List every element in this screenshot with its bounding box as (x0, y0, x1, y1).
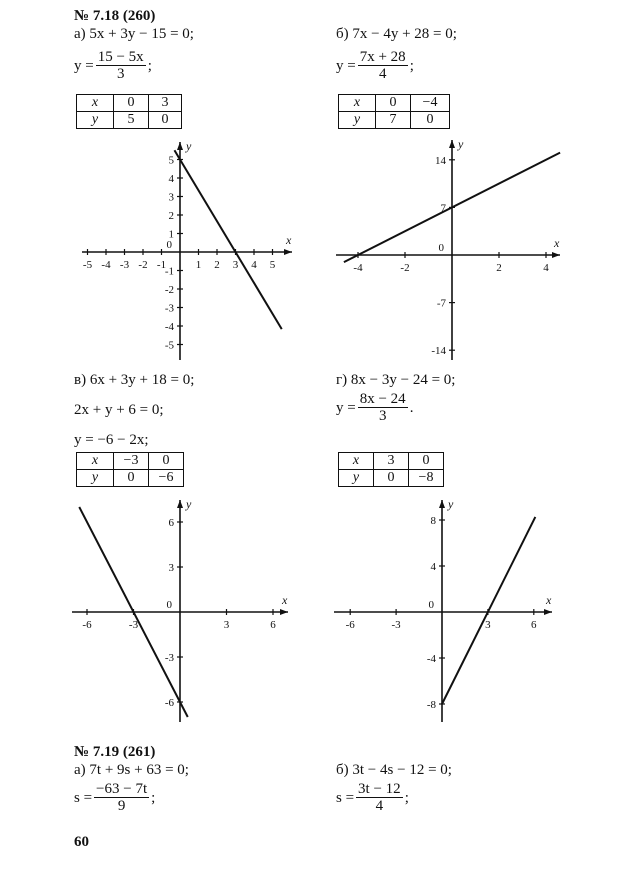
p719-b-fraction (356, 782, 403, 814)
graph-b-group (336, 137, 560, 360)
origin-label: 0 (166, 599, 172, 611)
y-axis-label: y (186, 497, 192, 511)
p719-b-equation (336, 762, 452, 778)
x-tick-label: -5 (82, 259, 93, 271)
part-b-suffix: ; (409, 57, 414, 74)
p719-b-numerator: 3t − 12 (358, 781, 401, 797)
table-cell: y (339, 470, 374, 487)
table-cell: y (77, 470, 114, 487)
y-tick-label: 6 (168, 517, 174, 529)
part-a-eq-text: 5x + 3y − 15 = 0; (89, 26, 194, 42)
y-tick-label: 14 (435, 154, 446, 167)
page-number: 60 (74, 834, 89, 850)
table-cell: y (339, 112, 376, 129)
y-tick-label: 1 (168, 228, 174, 241)
part-b-label: б) (336, 26, 349, 42)
x-axis-label: x (546, 593, 552, 607)
y-tick-label: 2 (168, 210, 174, 222)
table-cell: −8 (409, 470, 444, 487)
graph-g-group (334, 497, 552, 722)
x-tick-label: 5 (269, 259, 276, 271)
part-g-label: г) (336, 372, 348, 388)
table-cell: 0 (411, 112, 450, 129)
table-cell: 0 (114, 470, 149, 487)
p719-a-suffix: ; (151, 789, 156, 806)
table-cell: 0 (409, 453, 444, 470)
x-tick-label: -6 (345, 619, 355, 631)
x-tick-label: 4 (251, 259, 257, 271)
p719-a-prefix: s = (74, 789, 93, 806)
part-g-denominator: 3 (378, 408, 387, 424)
table-row (339, 453, 444, 470)
part-b-eq-text: 7x − 4y + 28 = 0; (352, 26, 457, 42)
part-a-numerator: 15 − 5x (97, 49, 144, 65)
y-tick-label: 4 (430, 561, 436, 573)
p719-a-formula (74, 782, 155, 814)
table-cell: 0 (114, 95, 149, 112)
table-cell: 3 (149, 95, 182, 112)
x-axis-arrow (544, 609, 552, 615)
part-g-y-prefix: y = (336, 399, 356, 416)
x-tick-label: 3 (485, 619, 491, 631)
y-axis-arrow (177, 500, 183, 508)
table-cell: 0 (149, 453, 184, 470)
part-v-line3: y = −6 − 2x; (74, 432, 149, 448)
origin-label: 0 (428, 599, 434, 611)
x-tick-label: 2 (214, 259, 220, 271)
part-v-line2: 2x + y + 6 = 0; (74, 402, 164, 418)
x-axis-arrow (284, 249, 292, 255)
p719-b-denominator: 4 (375, 798, 384, 814)
part-g-formula (336, 392, 413, 424)
problem-719-title: № 7.19 (261) (74, 744, 156, 760)
part-g-equation (336, 372, 455, 388)
x-tick-label: -2 (400, 262, 410, 274)
part-v-eq-text: 6x + 3y + 18 = 0; (89, 372, 195, 388)
y-axis-label: y (448, 497, 454, 511)
table-cell: 5 (114, 112, 149, 129)
x-tick-label: 6 (531, 619, 537, 631)
table-cell: x (339, 95, 376, 112)
p719-a-fraction (94, 782, 149, 814)
part-a-denominator: 3 (116, 66, 125, 82)
x-tick-label: 4 (543, 262, 549, 274)
graph-a-group (82, 139, 292, 360)
x-axis-label: x (554, 236, 560, 250)
y-tick-label: -4 (426, 653, 436, 665)
x-tick-label: -6 (82, 619, 92, 631)
part-a-label: а) (74, 26, 86, 42)
y-tick-label: -1 (164, 265, 174, 278)
table-row (77, 453, 184, 470)
part-g-suffix: . (409, 399, 414, 416)
p719-a-equation (74, 762, 189, 778)
p719-b-label: б) (336, 762, 349, 778)
y-tick-label: 7 (440, 202, 446, 215)
table-cell: −6 (149, 470, 184, 487)
y-tick-label: 4 (168, 173, 174, 185)
table-cell: x (77, 95, 114, 112)
origin-label: 0 (438, 242, 444, 254)
y-tick-label: -6 (164, 697, 174, 709)
p719-a-numerator: −63 − 7t (96, 781, 148, 797)
y-axis-arrow (439, 500, 445, 508)
x-tick-label: 3 (232, 259, 239, 271)
p719-b-formula (336, 782, 409, 814)
table-cell: x (77, 453, 114, 470)
y-tick-label: -7 (436, 297, 446, 310)
table-cell: −4 (411, 95, 450, 112)
table-cell: x (339, 453, 374, 470)
table-cell: 0 (149, 112, 182, 129)
x-axis-label: x (282, 593, 288, 607)
origin-label: 0 (166, 239, 172, 251)
x-tick-label: -1 (156, 259, 167, 271)
part-b-denominator: 4 (378, 66, 387, 82)
table-cell: y (77, 112, 114, 129)
part-g-eq-text: 8x − 3y − 24 = 0; (350, 372, 456, 388)
p719-a-label: а) (74, 762, 86, 778)
part-g-numerator: 8x − 24 (359, 391, 406, 407)
x-axis-arrow (552, 252, 560, 258)
y-tick-label: 8 (430, 515, 436, 527)
graph-line (174, 150, 281, 329)
x-axis-arrow (280, 609, 288, 615)
table-cell: 0 (374, 470, 409, 487)
table-cell: 7 (376, 112, 411, 129)
table-cell: 0 (376, 95, 411, 112)
y-axis-arrow (177, 142, 183, 150)
y-tick-label: -5 (164, 339, 174, 352)
x-tick-label: -2 (138, 259, 148, 271)
graph-v-group (72, 497, 288, 722)
x-tick-label: 6 (270, 619, 276, 631)
y-tick-label: 3 (168, 191, 174, 204)
y-axis-label: y (186, 139, 192, 153)
x-axis-label: x (286, 233, 292, 247)
y-tick-label: -3 (164, 302, 174, 315)
p719-a-eq-text: 7t + 9s + 63 = 0; (89, 762, 189, 778)
table-row (77, 470, 184, 487)
table-cell: −3 (114, 453, 149, 470)
graph-line (442, 517, 535, 704)
y-tick-label: 5 (168, 154, 174, 167)
part-a-y-prefix: y = (74, 57, 94, 74)
p719-a-denominator: 9 (117, 798, 126, 814)
x-tick-label: 2 (496, 262, 502, 274)
y-tick-label: -14 (431, 345, 446, 358)
x-tick-label: 3 (223, 619, 230, 631)
y-tick-label: -4 (164, 321, 174, 333)
part-a-suffix: ; (147, 57, 152, 74)
part-g-value-table (338, 452, 444, 487)
part-b-numerator: 7x + 28 (359, 49, 406, 65)
p719-b-prefix: s = (336, 789, 355, 806)
part-v-equation (74, 372, 194, 388)
x-tick-label: 1 (195, 259, 202, 271)
x-tick-label: -4 (101, 259, 111, 271)
y-tick-label: 3 (168, 562, 174, 574)
x-tick-label: -3 (128, 619, 139, 631)
part-v-label: в) (74, 372, 87, 388)
table-row (339, 470, 444, 487)
y-tick-label: -3 (164, 652, 174, 664)
table-cell: 3 (374, 453, 409, 470)
y-tick-label: -8 (426, 699, 436, 711)
p719-b-suffix: ; (404, 789, 409, 806)
y-axis-arrow (449, 140, 455, 148)
part-v-value-table (76, 452, 184, 487)
y-tick-label: -2 (164, 284, 174, 296)
y-axis-label: y (458, 137, 464, 151)
part-g-fraction (358, 392, 408, 424)
p719-b-eq-text: 3t − 4s − 12 = 0; (352, 762, 452, 778)
problem-title: № 7.18 (260) (74, 8, 156, 24)
x-tick-label: -3 (391, 619, 401, 631)
x-tick-label: -3 (119, 259, 130, 271)
part-b-y-prefix: y = (336, 57, 356, 74)
x-tick-label: -4 (353, 262, 363, 274)
